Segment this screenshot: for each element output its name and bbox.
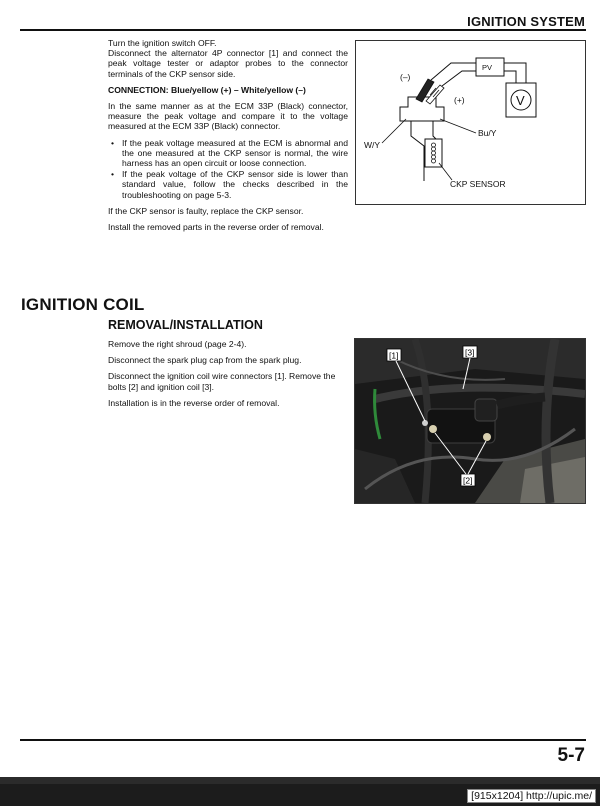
list-item: • If the peak voltage measured at the ECM is abnormal and the one measured at the CKP sensor is normal, the wire harness has an open circuit or loose connection. bbox=[108, 138, 348, 169]
coil-step: Disconnect the ignition coil wire connectors [1]. Remove the bolts [2] and ignition coil [3]. bbox=[108, 371, 336, 392]
step-ignition-off: Turn the ignition switch OFF. bbox=[108, 38, 217, 48]
watermark-link[interactable]: [915x1204] http://upic.me/ bbox=[467, 789, 596, 803]
meter-label: V bbox=[516, 93, 525, 108]
coil-step: Remove the right shroud (page 2-4). bbox=[108, 339, 247, 349]
connection-spec: CONNECTION: Blue/yellow (+) – White/yellow (–) bbox=[108, 84, 306, 95]
plus-label: (+) bbox=[454, 95, 465, 105]
pv-label: PV bbox=[482, 63, 493, 72]
minus-label: (–) bbox=[400, 72, 411, 82]
coil-step: Installation is in the reverse order of removal. bbox=[108, 397, 280, 408]
callout-2: [2] bbox=[463, 475, 473, 486]
bottom-band bbox=[0, 777, 600, 784]
section-header: IGNITION SYSTEM bbox=[467, 14, 585, 29]
step-reinstall: Install the removed parts in the reverse order of removal. bbox=[108, 222, 324, 233]
subsection-title: REMOVAL/INSTALLATION bbox=[108, 318, 263, 332]
wy-label: W/Y bbox=[364, 140, 381, 150]
footer-rule bbox=[20, 739, 586, 741]
sensor-wire bbox=[411, 121, 424, 181]
section-title: IGNITION COIL bbox=[21, 295, 145, 314]
probe-lead bbox=[442, 71, 476, 86]
buy-label: Bu/Y bbox=[478, 128, 497, 138]
bolt-icon bbox=[429, 425, 437, 433]
ckp-procedure bbox=[108, 38, 348, 238]
header-rule bbox=[20, 29, 586, 31]
step-replace-sensor: If the CKP sensor is faulty, replace the CKP sensor. bbox=[108, 205, 304, 216]
callout-1: [1] bbox=[389, 350, 399, 361]
step-disconnect-alternator: Disconnect the alternator 4P connector [1] and connect the peak voltage tester or adaptor probes to the connector terminals of the CKP sensor side. bbox=[108, 48, 348, 79]
ckp-test-diagram bbox=[355, 40, 586, 205]
meter-lead bbox=[504, 71, 516, 83]
diagnosis-list bbox=[108, 138, 348, 200]
meter-lead bbox=[504, 63, 526, 83]
callout-3: [3] bbox=[465, 347, 475, 358]
ckp-sensor-label: CKP SENSOR bbox=[450, 179, 506, 189]
list-item: • If the peak voltage of the CKP sensor side is lower than standard value, follow the checks described in the troubleshooting on page 5-3. bbox=[108, 169, 348, 200]
coil-step: Disconnect the spark plug cap from the spark plug. bbox=[108, 355, 302, 366]
ignition-coil-photo bbox=[354, 338, 586, 504]
step-measure-peak: In the same manner as at the ECM 33P (Black) connector, measure the peak voltage and compare it to the voltage measured at the ECM 33P (Black) connector. bbox=[108, 101, 348, 132]
page-number: 5-7 bbox=[557, 745, 585, 766]
bolt-icon bbox=[483, 433, 491, 441]
coil-procedure bbox=[108, 339, 348, 414]
